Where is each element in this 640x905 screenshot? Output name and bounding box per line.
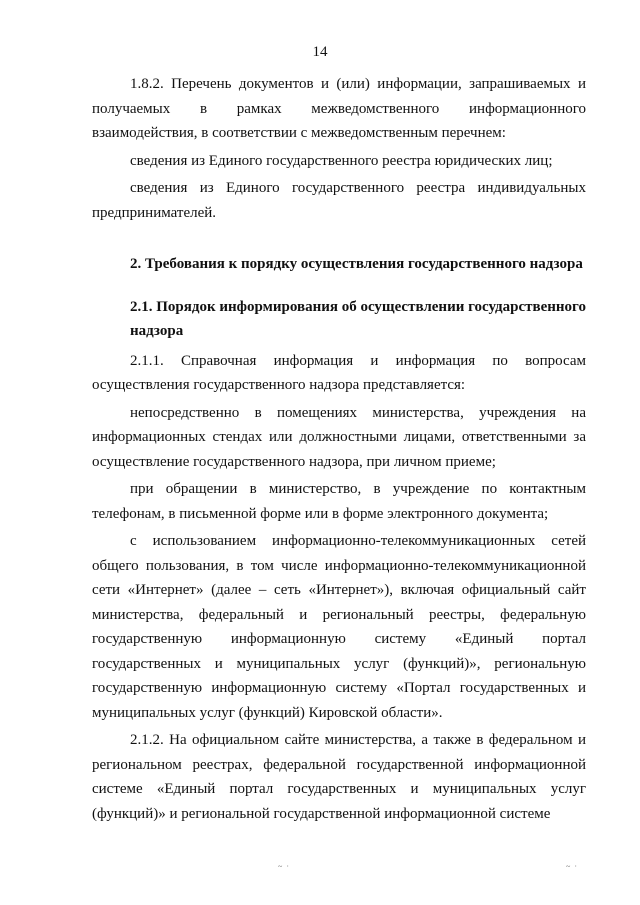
paragraph-2-1-1: 2.1.1. Справочная информация и информация по вопросам осуществления государственного надзора представляется:: [92, 352, 586, 393]
section-heading-2-1: 2.1. Порядок информирования об осуществлении государственного надзора: [130, 298, 586, 339]
scan-mark-right: ~ ·: [566, 862, 578, 871]
document-body: [92, 72, 586, 826]
section-heading-2: 2. Требования к порядку осуществления государственного надзора: [130, 256, 583, 272]
paragraph-in-premises: непосредственно в помещениях министерства, учреждения на информационных стендах или должностными лицами, ответственными за осуществление государственного надзора, при личном приеме;: [92, 404, 586, 470]
paragraph-via-internet: с использованием информационно-телекоммуникационных сетей общего пользования, в том числе информационно-телекоммуникационной сети «Интернет» (далее – сеть «Интернет»), включая официальный сайт министерства, федеральный и региональный реестры, федеральную государственную информационную систему «Единый портал государственных и муниципальных услуг (функций)», региональную государственную информационную систему «Портал государственных и муниципальных услуг (функций) Кировской области».: [92, 533, 586, 721]
paragraph-2-1-2: 2.1.2. На официальном сайте министерства, а также в федеральном и региональном реестрах, федеральной государственной информационной системе «Единый портал государственных и муниципальных услуг (функций)» и региональной государственной информационной системе: [92, 732, 586, 822]
paragraph-by-request: при обращении в министерство, в учреждение по контактным телефонам, в письменной форме или в форме электронного документа;: [92, 481, 586, 522]
page-number: 14: [312, 44, 328, 60]
scan-mark-left: ~ ·: [278, 862, 290, 871]
paragraph-egrul: сведения из Единого государственного реестра юридических лиц;: [130, 152, 553, 169]
footer-marks: [0, 862, 640, 872]
paragraph-1-8-2: 1.8.2. Перечень документов и (или) информации, запрашиваемых и получаемых в рамках межведомственного информационного взаимодействия, в соответствии с межведомственным перечнем:: [92, 76, 586, 141]
paragraph-egrip: сведения из Единого государственного реестра индивидуальных предпринимателей.: [92, 180, 586, 221]
